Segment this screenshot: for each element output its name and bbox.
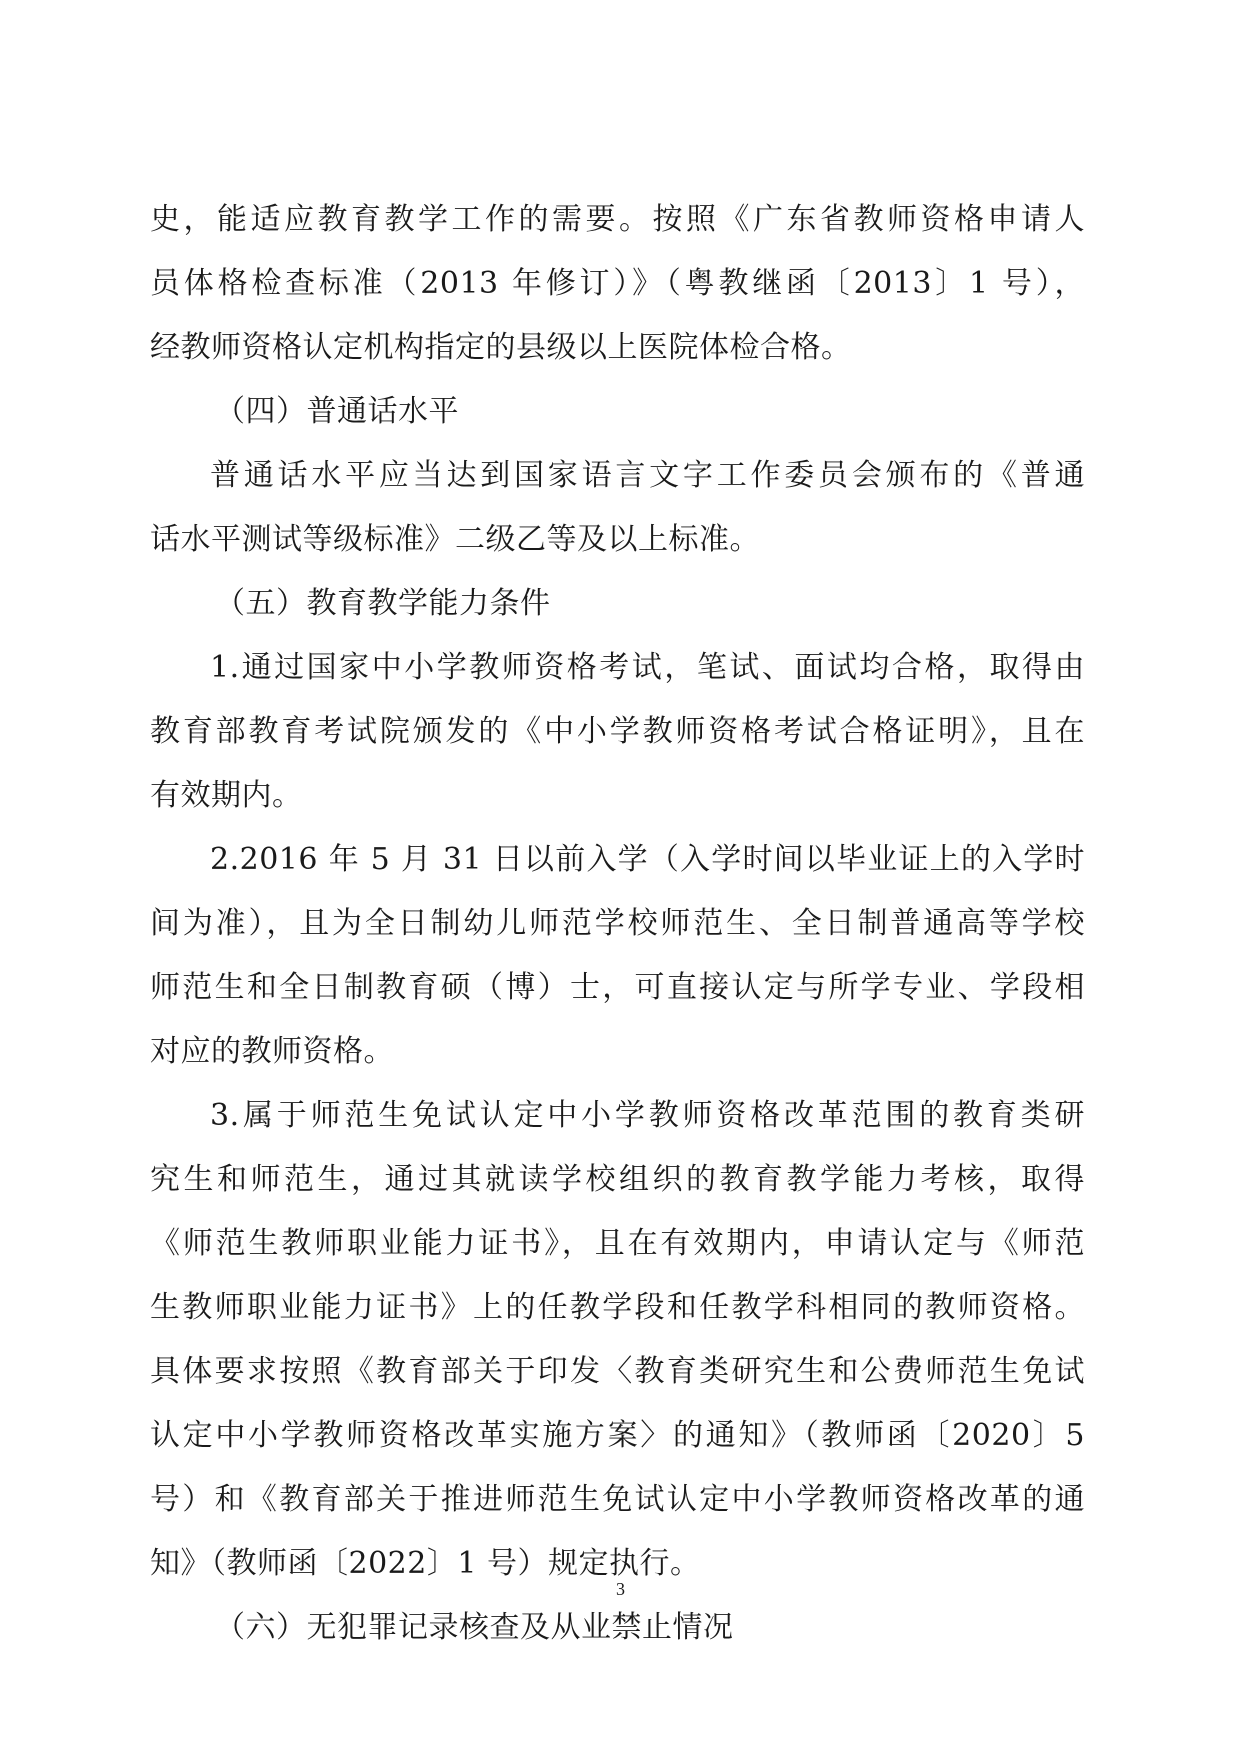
body-line: 号）和《教育部关于推进师范生免试认定中小学教师资格改革的通 <box>150 1482 1085 1517</box>
body-line: 经教师资格认定机构指定的县级以上医院体检合格。 <box>150 330 852 365</box>
body-line: 对应的教师资格。 <box>150 1034 394 1069</box>
body-line: 员体格检查标准（2013 年修订）》（粤教继函〔2013〕1 号）， <box>150 266 1085 301</box>
section-heading: （四）普通话水平 <box>215 394 459 429</box>
body-line: 普通话水平应当达到国家语言文字工作委员会颁布的《普通 <box>210 458 1085 493</box>
body-line: 认定中小学教师资格改革实施方案〉的通知》（教师函〔2020〕5 <box>150 1418 1085 1453</box>
body-line: 史，能适应教育教学工作的需要。按照《广东省教师资格申请人 <box>150 202 1085 237</box>
section-heading: （五）教育教学能力条件 <box>215 586 551 621</box>
document-body <box>150 188 1085 1660</box>
body-line: 3.属于师范生免试认定中小学教师资格改革范围的教育类研 <box>210 1098 1085 1133</box>
body-line: 生教师职业能力证书》上的任教学段和任教学科相同的教师资格。 <box>150 1290 1085 1325</box>
body-line: 1.通过国家中小学教师资格考试，笔试、面试均合格，取得由 <box>210 650 1085 685</box>
body-line: 《师范生教师职业能力证书》，且在有效期内，申请认定与《师范 <box>150 1226 1085 1261</box>
body-line: 教育部教育考试院颁发的《中小学教师资格考试合格证明》，且在 <box>150 714 1085 749</box>
section-heading: （六）无犯罪记录核查及从业禁止情况 <box>215 1610 734 1645</box>
page-number: 3 <box>616 1579 625 1599</box>
body-line: 话水平测试等级标准》二级乙等及以上标准。 <box>150 522 760 557</box>
body-line: 究生和师范生，通过其就读学校组织的教育教学能力考核，取得 <box>150 1162 1085 1197</box>
body-line: 具体要求按照《教育部关于印发〈教育类研究生和公费师范生免试 <box>150 1354 1085 1389</box>
body-line: 有效期内。 <box>150 778 303 813</box>
body-line: 师范生和全日制教育硕（博）士，可直接认定与所学专业、学段相 <box>150 970 1085 1005</box>
body-line: 知》（教师函〔2022〕1 号）规定执行。 <box>150 1546 701 1581</box>
body-line: 2.2016 年 5 月 31 日以前入学（入学时间以毕业证上的入学时 <box>210 842 1085 877</box>
body-line: 间为准），且为全日制幼儿师范学校师范生、全日制普通高等学校 <box>150 906 1085 941</box>
